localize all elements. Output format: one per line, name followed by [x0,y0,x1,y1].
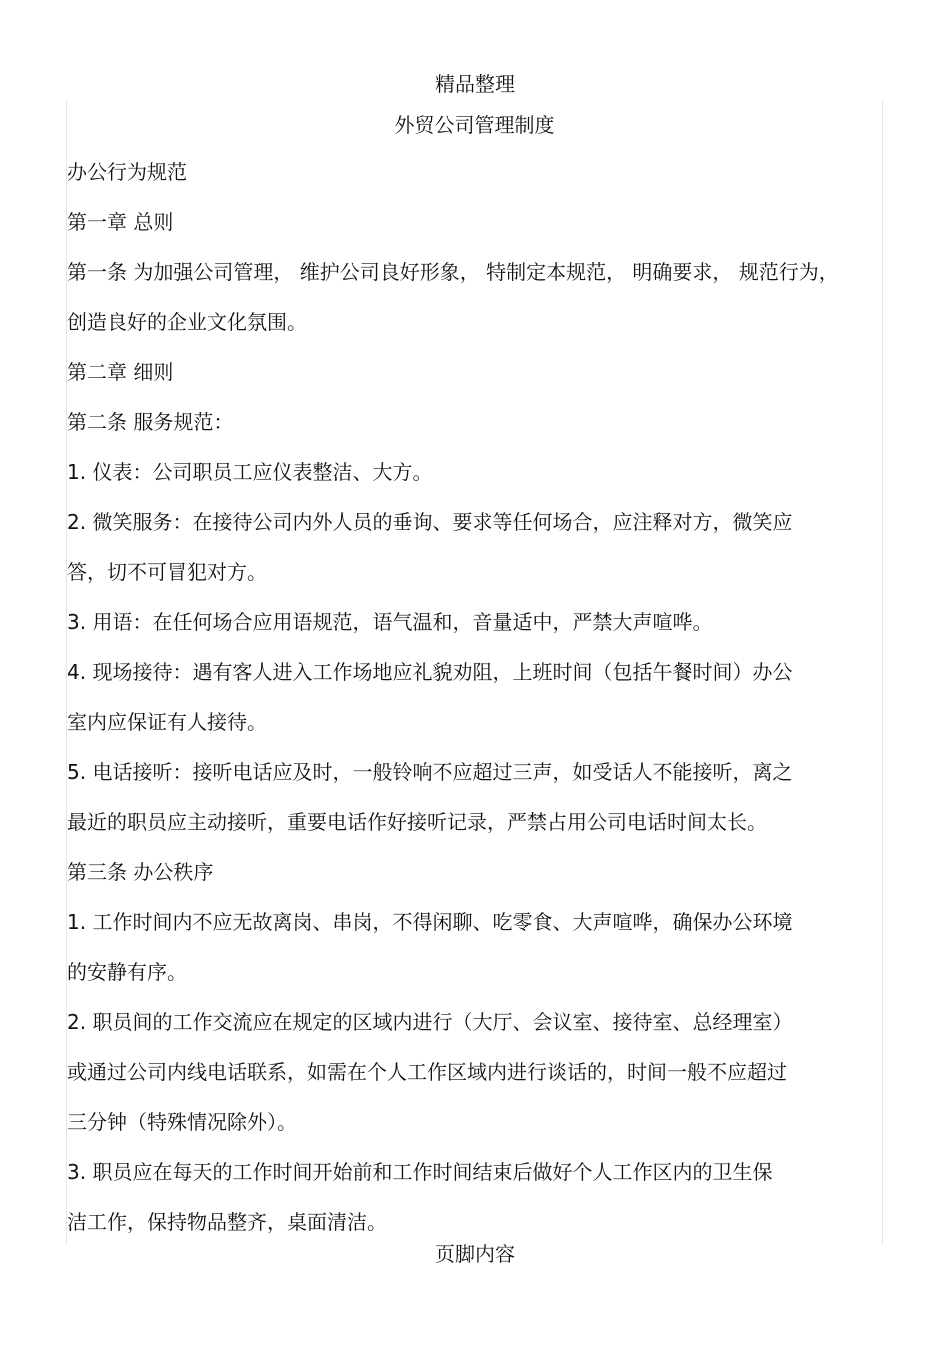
list-item: 3. 职员应在每天的工作时间开始前和工作时间结束后做好个人工作区内的卫生保 [67,1160,773,1184]
article-heading: 第三条 办公秩序 [67,860,214,884]
list-item-continued: 洁工作，保持物品整齐，桌面清洁。 [67,1210,387,1234]
article-text: 第一条 为加强公司管理， 维护公司良好形象， 特制定本规范， 明确要求， 规范行为， [67,260,839,284]
article-heading: 第二条 服务规范： [67,410,234,434]
list-item: 2. 职员间的工作交流应在规定的区域内进行（大厅、会议室、接待室、总经理室） [67,1010,793,1034]
list-item: 3. 用语：在任何场合应用语规范，语气温和，音量适中，严禁大声喧哗。 [67,610,713,634]
list-item: 1. 工作时间内不应无故离岗、串岗，不得闲聊、吃零食、大声喧哗，确保办公环境 [67,910,793,934]
document-body [67,110,882,1260]
page-frame-right-border [882,100,883,1245]
section-heading: 办公行为规范 [67,160,187,184]
chapter-heading: 第二章 细则 [67,360,174,384]
list-item: 5. 电话接听：接听电话应及时，一般铃响不应超过三声，如受话人不能接听，离之 [67,760,793,784]
list-item-continued: 答，切不可冒犯对方。 [67,560,267,584]
list-item-continued: 的安静有序。 [67,960,187,984]
page-header: 精品整理 [435,72,515,96]
list-item-continued: 室内应保证有人接待。 [67,710,267,734]
chapter-heading: 第一章 总则 [67,210,174,234]
page-footer: 页脚内容 [435,1242,515,1266]
list-item: 1. 仪表：公司职员工应仪表整洁、大方。 [67,460,433,484]
article-text-continued: 创造良好的企业文化氛围。 [67,310,307,334]
list-item: 4. 现场接待：遇有客人进入工作场地应礼貌劝阻，上班时间（包括午餐时间）办公 [67,660,793,684]
list-item-continued: 三分钟（特殊情况除外）。 [67,1110,297,1134]
list-item: 2. 微笑服务：在接待公司内外人员的垂询、要求等任何场合，应注释对方，微笑应 [67,510,793,534]
document-title: 外贸公司管理制度 [394,113,555,137]
list-item-continued: 最近的职员应主动接听，重要电话作好接听记录，严禁占用公司电话时间太长。 [67,810,767,834]
list-item-continued: 或通过公司内线电话联系，如需在个人工作区域内进行谈话的，时间一般不应超过 [67,1060,787,1084]
